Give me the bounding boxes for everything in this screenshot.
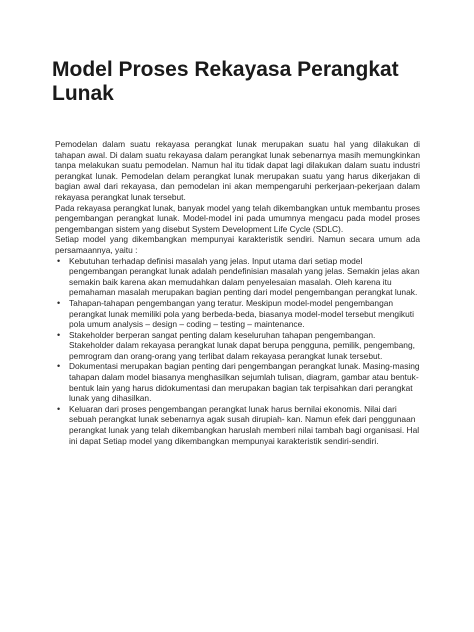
list-item: • Keluaran dari proses pengembangan perangkat lunak harus bernilai ekonomis. Nilai dari sebuah perangkat lunak sebenarnya agak susah dirupiah- kan. Namun efek dari penggunaan perangkat lunak yang telah dikembangkan haruslah memberi nilai tambah bagi organisasi. Hal ini dapat Setiap model yang dikembangkan mempunyai karakteristik sendiri-sendiri. — [55, 404, 420, 446]
list-item: • Tahapan-tahapan pengembangan yang teratur. Meskipun model-model pengembangan perangkat lunak memiliki pola yang berbeda-beda, biasanya model-model tersebut mengikuti pola umum analysis – design – coding – testing – maintenance. — [55, 298, 420, 330]
paragraph-models: Pada rekayasa perangkat lunak, banyak model yang telah dikembangkan untuk membantu proses pengembangan perangkat lunak. Model-model ini pada umumnya mengacu pada model proses pengembangan sistem yang disebut System Development Life Cycle (SDLC). — [55, 202, 420, 234]
bullet-list — [55, 256, 420, 447]
list-item: • Dokumentasi merupakan bagian penting dari pengembangan perangkat lunak. Masing-masing tahapan dalam model biasanya menghasilkan sejumlah tulisan, diagram, gambar atau bentuk-bentuk lain yang harus didokumentasi dan merupakan bagian tak terpisahkan dari perangkat lunak yang dihasilkan. — [55, 361, 420, 403]
paragraph-intro: Pemodelan dalam suatu rekayasa perangkat lunak merupakan suatu hal yang dilakukan di tahapan awal. Di dalam suatu rekayasa dalam perangkat lunak sebenarnya masih memungkinkan tanpa melakukan suatu pemodelan. Namun hal itu tidak dapat lagi dilakukan dalam suatu industri perangkat lunak. Pemodelan delam perangkat lunak merupakan suatu yang harus dikerjakan di bagian awal dari rekayasa, dan pemodelan ini akan mempengaruhi perkerjaan-pekerjaan dalam rekayasa perangkat lunak tersebut. — [55, 139, 420, 202]
list-item: • Kebutuhan terhadap definisi masalah yang jelas. Input utama dari setiap model pengembangan perangkat lunak adalah pendefinisian masalah yang jelas. Semakin jelas akan semakin baik karena akan memudahkan dalam penyelesaian masalah. Oleh karena itu pemahaman masalah merupakan bagian penting dari model pengembangan perangkat lunak. — [55, 256, 420, 298]
list-item: • Stakeholder berperan sangat penting dalam keseluruhan tahapan pengembangan. Stakeholder dalam rekayasa perangkat lunak dapat berupa pengguna, pemilik, pengembang, pemrogram dan orang-orang yang terlibat dalam rekayasa perangkat lunak tersebut. — [55, 330, 420, 362]
document-body — [55, 139, 420, 446]
paragraph-characteristics: Setiap model yang dikembangkan mempunyai karakteristik sendiri. Namun secara umum ada persamaannya, yaitu : — [55, 234, 420, 255]
page-title: Model Proses Rekayasa Perangkat Lunak — [52, 58, 399, 105]
